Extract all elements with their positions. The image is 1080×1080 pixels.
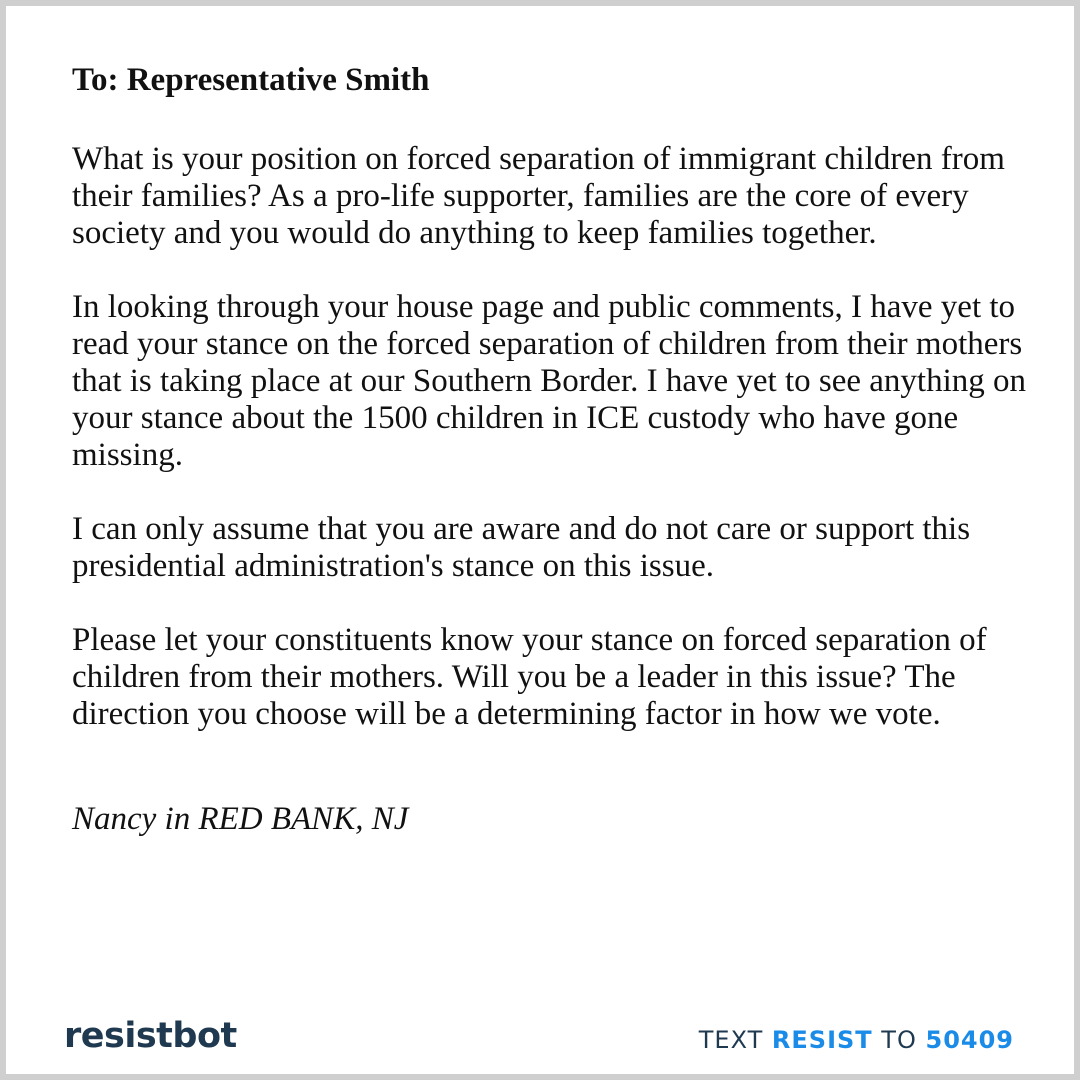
footer bbox=[64, 1016, 1014, 1066]
letter-paragraph-3: I can only assume that you are aware and do not care or support this presidential administration's stance on this issue. bbox=[72, 511, 971, 584]
recipient-line: To: Representative Smith bbox=[72, 62, 430, 98]
letter-paragraph-4: Please let your constituents know your stance on forced separation of children from their mothers. Will you be a leader in this issue? The direction you choose will be a determining factor in how we vote. bbox=[72, 622, 987, 732]
cta-number: 50409 bbox=[925, 1026, 1014, 1054]
signature: Nancy in RED BANK, NJ bbox=[72, 801, 409, 837]
cta-to: TO bbox=[881, 1026, 917, 1054]
letter-body bbox=[72, 62, 1032, 871]
resistbot-logo: resistbot bbox=[64, 1016, 237, 1056]
cta-text: TEXT bbox=[698, 1026, 764, 1054]
letter-paragraph-2: In looking through your house page and public comments, I have yet to read your stance on the forced separation of children from their mothers that is taking place at our Southern Border. I have yet to see anything on your stance about the 1500 children in ICE custody who have gone missing. bbox=[72, 289, 1027, 473]
cta-keyword: RESIST bbox=[771, 1026, 873, 1054]
letter-paragraph-1: What is your position on forced separation of immigrant children from their families? As a pro-life supporter, families are the core of every society and you would do anything to keep families together. bbox=[72, 141, 1005, 251]
call-to-action bbox=[699, 1026, 1014, 1054]
